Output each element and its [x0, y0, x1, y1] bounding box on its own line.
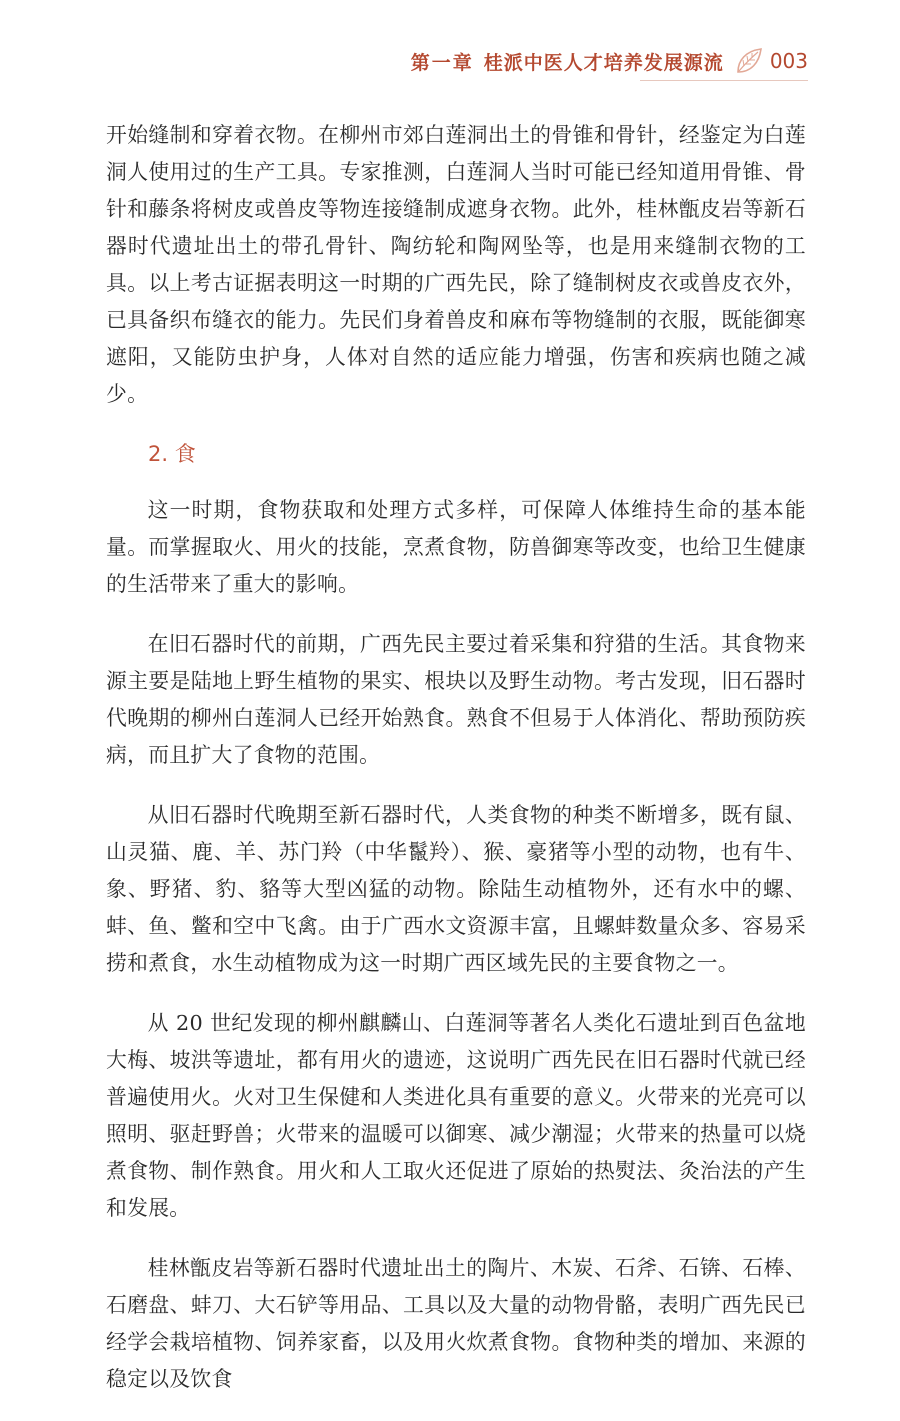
paragraph: 这一时期，食物获取和处理方式多样，可保障人体维持生命的基本能量。而掌握取火、用火的技能，烹煮食物，防兽御寒等改变，也给卫生健康的生活带来了重大的影响。 — [106, 498, 806, 596]
paragraph: 从旧石器时代晚期至新石器时代，人类食物的种类不断增多，既有鼠、山灵猫、鹿、羊、苏门羚（中华鬣羚）、猴、豪猪等小型的动物，也有牛、象、野猪、豹、貉等大型凶猛的动物。除陆生动植物外，还有水中的螺、蚌、鱼、鳖和空中飞禽。由于广西水文资源丰富，且螺蚌数量众多、容易采捞和煮食，水生动植物成为这一时期广西区域先民的主要食物之一。 — [106, 803, 806, 975]
header-divider — [640, 80, 808, 81]
chapter-label: 第一章 — [410, 51, 474, 74]
paragraph: 从 20 世纪发现的柳州麒麟山、白莲洞等著名人类化石遗址到百色盆地大梅、坡洪等遗址，都有用火的遗迹，这说明广西先民在旧石器时代就已经普遍使用火。火对卫生保健和人类进化具有重要的意义。火带来的光亮可以照明、驱赶野兽；火带来的温暖可以御寒、减少潮湿；火带来的热量可以烧煮食物、制作熟食。用火和人工取火还促进了原始的热熨法、灸治法的产生和发展。 — [106, 1011, 806, 1220]
section-heading: 2. 食 — [148, 442, 196, 466]
leaf-icon — [734, 46, 764, 76]
running-header — [411, 46, 808, 76]
body-text — [106, 117, 806, 1421]
paragraph-continued: 开始缝制和穿着衣物。在柳州市郊白莲洞出土的骨锥和骨针，经鉴定为白莲洞人使用过的生产工具。专家推测，白莲洞人当时可能已经知道用骨锥、骨针和藤条将树皮或兽皮等物连接缝制成遮身衣物。此外，桂林甑皮岩等新石器时代遗址出土的带孔骨针、陶纺轮和陶网坠等，也是用来缝制衣物的工具。以上考古证据表明这一时期的广西先民，除了缝制树皮衣或兽皮衣外，已具备织布缝衣的能力。先民们身着兽皮和麻布等物缝制的衣服，既能御寒遮阳，又能防虫护身，人体对自然的适应能力增强，伤害和疾病也随之减少。 — [106, 123, 806, 406]
page-number: 003 — [769, 49, 808, 73]
chapter-title: 桂派中医人才培养发展源流 — [483, 51, 724, 74]
paragraph: 桂林甑皮岩等新石器时代遗址出土的陶片、木炭、石斧、石锛、石棒、石磨盘、蚌刀、大石铲等用品、工具以及大量的动物骨骼，表明广西先民已经学会栽培植物、饲养家畜，以及用火炊煮食物。食物种类的增加、来源的稳定以及饮食 — [106, 1256, 806, 1391]
paragraph: 在旧石器时代的前期，广西先民主要过着采集和狩猎的生活。其食物来源主要是陆地上野生植物的果实、根块以及野生动物。考古发现，旧石器时代晚期的柳州白莲洞人已经开始熟食。熟食不但易于人体消化、帮助预防疾病，而且扩大了食物的范围。 — [106, 632, 806, 767]
